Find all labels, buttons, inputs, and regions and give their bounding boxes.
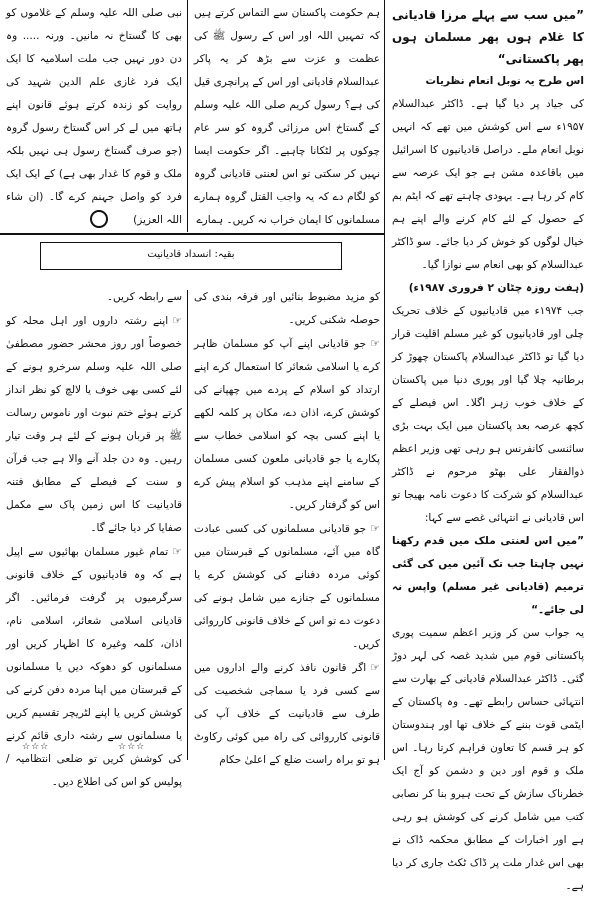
left-bottom-lead: سے رابطہ کریں۔ bbox=[106, 291, 182, 303]
continued-label-box bbox=[40, 242, 342, 270]
hand-pointer-icon: ☞ bbox=[370, 661, 380, 674]
middle-bottom-column bbox=[194, 286, 380, 766]
middle-top-column bbox=[194, 2, 380, 230]
left-item-2 bbox=[6, 540, 182, 794]
left-item-1 bbox=[6, 309, 182, 540]
column-rule-middle-top bbox=[187, 0, 188, 232]
middle-bottom-lead: کو مزید مضبوط بنائیں اور فرقہ بندی کی حوصلہ شکنی کریں۔ bbox=[194, 291, 380, 326]
left-bottom-column bbox=[6, 286, 182, 788]
column-rule-right bbox=[384, 0, 385, 760]
left-item-1-text: اپنے رشتہ داروں اور اہل محلہ کو خصوصاً اور روز محشر حضور مصطفیٰ صلی اللہ علیہ وسلم سرخرو ہونے کے لئے کسی بھی خوف یا لالچ کو نظر انداز کرتے ہوئے ختم نبوت اور ناموس رسالت ﷺ پر قربان ہونے کے لئے ہر وقت تیار رہیں۔ وہ دن جلد آنے والا ہے جب قرآن و سنت کے فیصلے کے مطابق فتنہ قادیانیت کا اس زمین پاک سے مکمل صفایا کر دیا جائے گا۔ bbox=[6, 315, 182, 534]
middle-item-3-text: اگر قانون نافذ کرنے والے اداروں میں سے کسی فرد یا سماجی شخصیت کی طرف سے قادیانیت کے خلاف آپ کی قانونی کارروائی کی راہ میں کوئی رکاوٹ ہو تو براہ راست ضلع کے اعلیٰ حکام bbox=[194, 662, 380, 766]
source-citation: (ہفت روزہ چٹان ۲ فروری ۱۹۸۷ء) bbox=[408, 282, 584, 294]
left-top-text: نبی صلی اللہ علیہ وسلم کے غلاموں کو بھی کا گستاخ نہ مانیں۔ ورنہ ..... وہ دن دور نہیں جب ملت اسلامیہ کا ایک ایک فرد غازی علم الدین شہید کی روایت کو زندہ کرتے ہوئے قانون اپنے ہاتھ میں لے کر اس گستاخ رسول گروہ (جو صرف گستاخ رسول ہی نہیں بلکہ ملک و قوم کا غدار بھی ہے) کے ایک ایک فرد کو واصل جہنم کرے گا۔ (ان شاء اللہ العزیز) bbox=[6, 7, 182, 226]
lead-quote: ”میں سب سے پہلے مرزا قادیانی کا غلام ہوں پھر مسلمان ہوں پھر پاکستانی“ bbox=[392, 8, 584, 66]
article-paragraph-2: جب ۱۹۷۴ء میں قادیانیوں کے خلاف تحریک چلی اور قادیانیوں کو غیر مسلم اقلیت قرار دیا گیا تو ڈاکٹر عبدالسلام پاکستان چھوڑ کر برطانیہ چلا گیا اور پوری دنیا میں پاکستان کے خلاف خوب زہر اگلا۔ اس فیصلے کے کچھ عرصہ بعد پاکستان میں ایک بہت بڑی سائنسی کانفرنس ہو رہی تھی وزیر اعظم ذوالفقار علی بھٹو مرحوم نے ڈاکٹر عبدالسلام کو شرکت کا دعوت نامہ بھیجا تو اس قادیانی نے انتہائی غصے سے کہا: bbox=[392, 305, 584, 524]
end-mark-icon bbox=[90, 210, 108, 228]
middle-top-text: ہم حکومت پاکستان سے التماس کرتے ہیں کہ تمہیں اللہ اور اس کے رسول ﷺ کی عظمت و عزت سے بڑھ کر یہ پاکر عبدالسلام قادیانی اور اس کے پرانچری قیل کی ہے؟ رسول کریم صلی اللہ علیہ وسلم کے گستاخ اس مرزائی گروہ کو سر عام چوکوں پر لٹکانا چاہیے۔ اگر حکومت ایسا نہیں کر سکتی تو اس لعنتی قادیانی گروہ کو لگام دے کہ یہ واجب القتل گروہ ہمارے مسلمانوں کا ایمان خراب نہ کریں۔ ہمارے bbox=[194, 7, 380, 226]
left-item-2-text: تمام غیور مسلمان بھائیوں سے اپیل ہے کہ وہ قادیانیوں کے خلاف قانونی سرگرمیوں پر گرفت فرمائیں۔ اگر قادیانی اسلامی شعائر، اسلامی نام، اذان، کلمہ وغیرہ کا اظہار کریں اور مسلمانوں کو دھوکہ دیں یا مسلمانوں کے قبرستان میں اپنا مردہ دفن کرنے کی کوشش کریں یا اپنے لٹریچر تقسیم کریں یا مسلمانوں سے رشتہ داری قائم کرنے کی کوشش کریں تو ضلعی انتظامیہ / پولیس کو اس کی اطلاع دیں۔ bbox=[6, 546, 182, 788]
middle-item-2-text: جو قادیانی مسلمانوں کی کسی عبادت گاہ میں آئے، مسلمانوں کے قبرستان میں کوئی مردہ دفنانے کی کوشش کرے یا مسلمانوں کے جنازے میں شامل ہونے کی دعوت دے تو اس کے خلاف قانونی کارروائی کریں۔ bbox=[194, 523, 380, 650]
column-rule-middle-bottom bbox=[187, 290, 188, 760]
continued-label: بقیہ: انسداد قادیانیت bbox=[147, 249, 235, 260]
stars-ornament-right: ☆☆☆ bbox=[118, 742, 146, 752]
article-paragraph-3: یہ جواب سن کر وزیر اعظم سمیت پوری پاکستانی قوم میں شدید غصہ کی لہر دوڑ گئی۔ ڈاکٹر عبدالسلام قادیانی کے بھارت سے انتہائی حساس رابطے تھے۔ وہ پاکستان کے ایٹمی قوت بننے کے خلاف تھا اور ہندوستان کو ہر قسم کا تعاون فراہم کرتا رہا۔ اس ملک و قوم اور دین و دشمن کو آج ایک خطرناک سازش کے تحت ہیرو بنا کر نصابی کتب میں شامل کرنے کی کوشش ہو رہی ہے اور اخبارات کے مطابق محکمہ ڈاک نے بھی اس غدار ملت پر ڈاک ٹکٹ جاری کر دیا ہے۔ bbox=[392, 627, 584, 892]
right-column bbox=[392, 4, 584, 892]
article-body: کی جیاد پر دیا گیا ہے۔ ڈاکٹر عبدالسلام ۱۹۵۷ء سے اس کوشش میں تھے کہ انہیں نوبل انعام ملے۔ دراصل قادیانیوں کا اسرائیل میں باقاعدہ مشن ہے جو ایک عرصہ سے کام کر رہا ہے۔ یہودی چاہتے تھے کہ ایٹم بم کے حصول کے لئے کام کرنے والے اپنے ہم خیال لوگوں کو خوش کر دیا جائے۔ سو ڈاکٹر عبدالسلام کو بھی انعام سے نوازا گیا۔ bbox=[392, 98, 584, 271]
quote-block: ”میں اس لعنتی ملک میں قدم رکھنا نہیں چاہتا جب تک آئین میں کی گئی ترمیم (قادیانی غیر مسلم) واپس نہ لی جائے۔“ bbox=[392, 535, 584, 616]
hand-pointer-icon: ☞ bbox=[172, 314, 182, 327]
middle-item-1 bbox=[194, 332, 380, 517]
section-divider bbox=[0, 233, 384, 235]
middle-item-1-text: جو قادیانی اپنے آپ کو مسلمان ظاہر کرے یا اسلامی شعائر کا استعمال کرے اپنے ارتداد کو اسلام کے پردے میں چھپانے کی کوشش کرے، اذان دے، مکان پر کلمہ لکھے یا اپنے کسی بچہ کو اسلامی خطاب سے پکارے یا جو قادیانی ملعون کسی مسلمان کے سامنے اپنے مذہب کو اسلام پیش کرے اس کو گرفتار کریں۔ bbox=[194, 338, 380, 511]
hand-pointer-icon: ☞ bbox=[172, 545, 182, 558]
stars-ornament-left: ☆☆☆ bbox=[22, 742, 50, 752]
middle-item-3 bbox=[194, 656, 380, 772]
hand-pointer-icon: ☞ bbox=[370, 337, 380, 350]
left-top-column bbox=[6, 2, 182, 226]
hand-pointer-icon: ☞ bbox=[370, 522, 380, 535]
subheading: اس طرح یہ نوبل انعام نظریات bbox=[425, 75, 584, 87]
middle-item-2 bbox=[194, 517, 380, 656]
